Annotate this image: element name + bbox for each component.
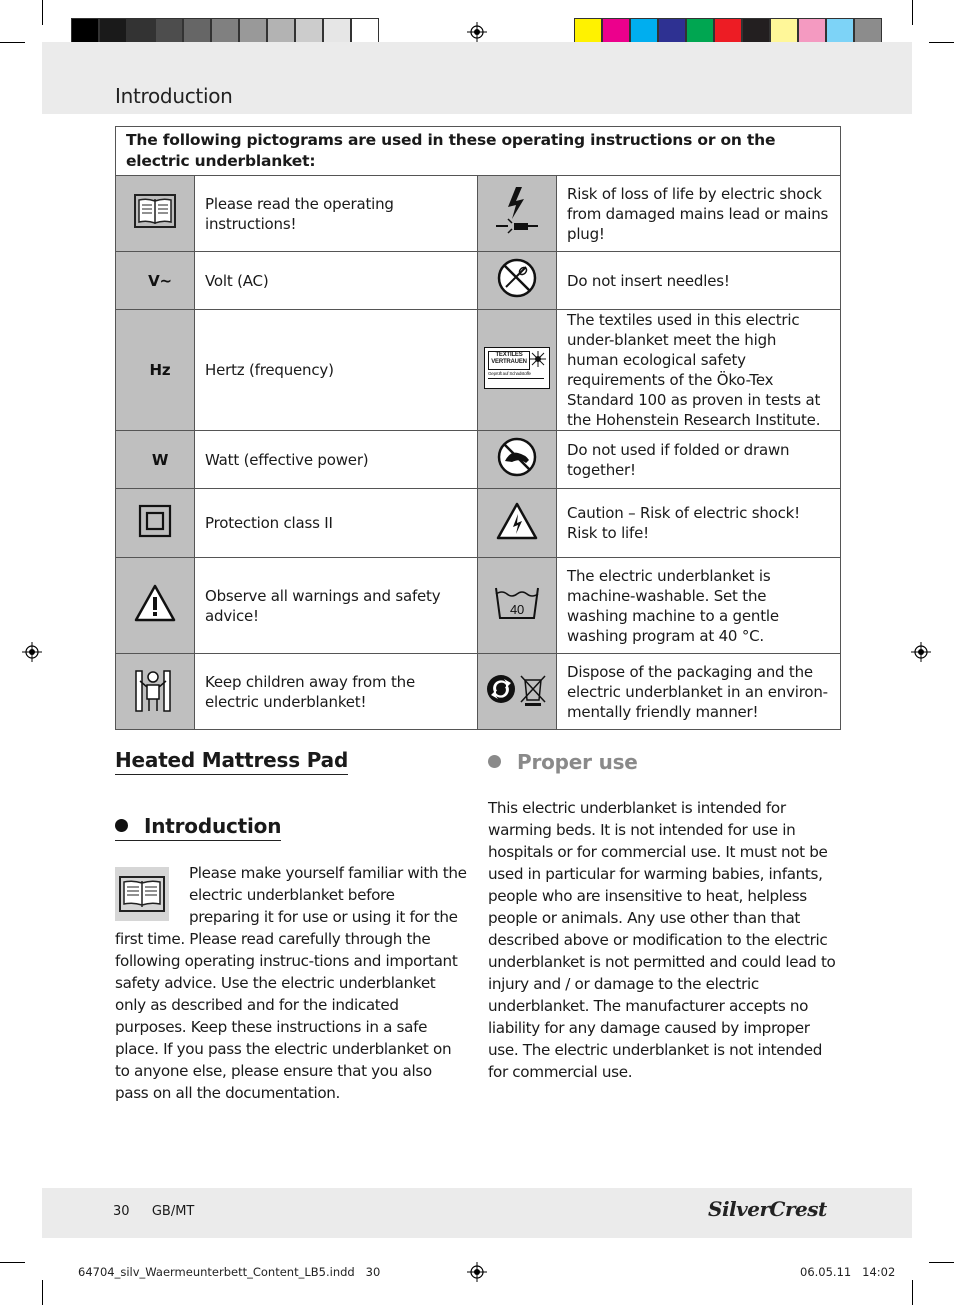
- table-cell-text: Caution – Risk of electric shock! Risk to life!: [557, 489, 841, 558]
- no-needles-icon: [478, 252, 557, 310]
- crop-mark: [912, 0, 913, 25]
- high-voltage-warning-icon: [478, 489, 557, 558]
- bullet-icon: [115, 819, 128, 832]
- crop-mark: [0, 1262, 25, 1263]
- table-cell-text: Hertz (frequency): [195, 310, 478, 431]
- intro-heading: [115, 814, 281, 841]
- page-title: Introduction: [115, 84, 233, 108]
- machine-wash-40-icon: [478, 558, 557, 654]
- slug-date: 06.05.11 14:02: [800, 1265, 896, 1279]
- protection-class-ii-icon: [116, 489, 195, 558]
- crop-mark: [929, 1262, 954, 1263]
- table-cell-text: Do not used if folded or drawn together!: [557, 431, 841, 489]
- crop-mark: [929, 42, 954, 43]
- brand-logo: SilverCrest: [708, 1197, 827, 1221]
- crop-mark: [912, 1280, 913, 1305]
- book-icon: [116, 176, 195, 252]
- oeko-label-line3: Geprüft auf Schadstoffe: [488, 370, 531, 376]
- warning-triangle-icon: [116, 558, 195, 654]
- registration-mark-icon: [467, 22, 487, 42]
- proper-use-text: This electric underblanket is intended for warming beds. It is not intended for use in hospitals or for commercial use. It must not be used in particular for warming babies, infants, people who are insensitive to heat, helpless people or animals. Any use other than that described above or modification to the electric underblanket is not permitted and could lead to injury and / or damage to the electric underblanket. The manufacturer accepts no liability for any damage caused by improper use. The electric underblanket is not intended for commercial use.: [488, 799, 836, 1081]
- pictogram-table: [115, 126, 841, 730]
- registration-mark-icon: [467, 1262, 487, 1282]
- oeko-tex-label-icon: [478, 310, 557, 431]
- recycling-disposal-icon: [478, 654, 557, 730]
- footer-page-info: [113, 1204, 194, 1219]
- bullet-icon: [488, 755, 501, 768]
- registration-mark-icon: [22, 642, 42, 662]
- proper-use-heading: [488, 750, 638, 774]
- intro-paragraph: [115, 862, 467, 1104]
- watt-symbol: W: [116, 431, 195, 489]
- registration-mark-icon: [911, 642, 931, 662]
- pictogram-table-heading: The following pictograms are used in these operating instructions or on the electric underblanket:: [116, 127, 841, 176]
- crop-mark: [42, 0, 43, 25]
- intro-text: Please make yourself familiar with the electric underblanket before preparing it for use or using it for the first time. Please read carefully through the following operating instruc-tions and important safety advice. Use the electric underblanket only as described and for the indicated purposes. Keep these instructions in a safe place. If you pass the electric underblanket on to anyone else, please ensure that you also pass on all the documentation.: [115, 864, 467, 1102]
- table-cell-text: The textiles used in this electric under-blanket meet the high human ecological safety requirements of the Öko-Tex Standard 100 as proven in tests at the Hohenstein Research Institute.: [557, 310, 841, 431]
- table-cell-text: Protection class II: [195, 489, 478, 558]
- hertz-symbol: Hz: [116, 310, 195, 431]
- wash-temperature: 40: [509, 602, 525, 617]
- table-cell-text: Observe all warnings and safety advice!: [195, 558, 478, 654]
- table-cell-text: Please read the operating instructions!: [195, 176, 478, 252]
- keep-children-away-icon: [116, 654, 195, 730]
- intro-heading-text: Introduction: [144, 814, 282, 838]
- table-cell-text: Keep children away from the electric underblanket!: [195, 654, 478, 730]
- table-cell-text: The electric underblanket is machine-washable. Set the washing machine to a gentle washing program at 40 °C.: [557, 558, 841, 654]
- product-title: Heated Mattress Pad: [115, 748, 348, 775]
- page-number: 30: [113, 1204, 130, 1219]
- region-code: GB/MT: [151, 1204, 195, 1219]
- table-cell-text: Dispose of the packaging and the electric underblanket in an environ-mentally friendly manner!: [557, 654, 841, 730]
- table-cell-text: Volt (AC): [195, 252, 478, 310]
- crop-mark: [0, 42, 25, 43]
- slug-filename: 64704_silv_Waermeunterbett_Content_LB5.indd 30: [78, 1265, 381, 1279]
- crop-mark: [42, 1280, 43, 1305]
- oeko-flower-icon: [530, 351, 546, 367]
- table-cell-text: Risk of loss of life by electric shock from damaged mains lead or mains plug!: [557, 176, 841, 252]
- oeko-label-line2: VERTRAUEN: [491, 358, 527, 365]
- table-cell-text: Watt (effective power): [195, 431, 478, 489]
- no-folding-icon: [478, 431, 557, 489]
- table-cell-text: Do not insert needles!: [557, 252, 841, 310]
- electric-shock-plug-icon: [478, 176, 557, 252]
- oeko-label-line1: TEXTILES: [495, 351, 523, 358]
- volt-ac-symbol: V~: [116, 252, 195, 310]
- proper-use-heading-text: Proper use: [517, 750, 638, 774]
